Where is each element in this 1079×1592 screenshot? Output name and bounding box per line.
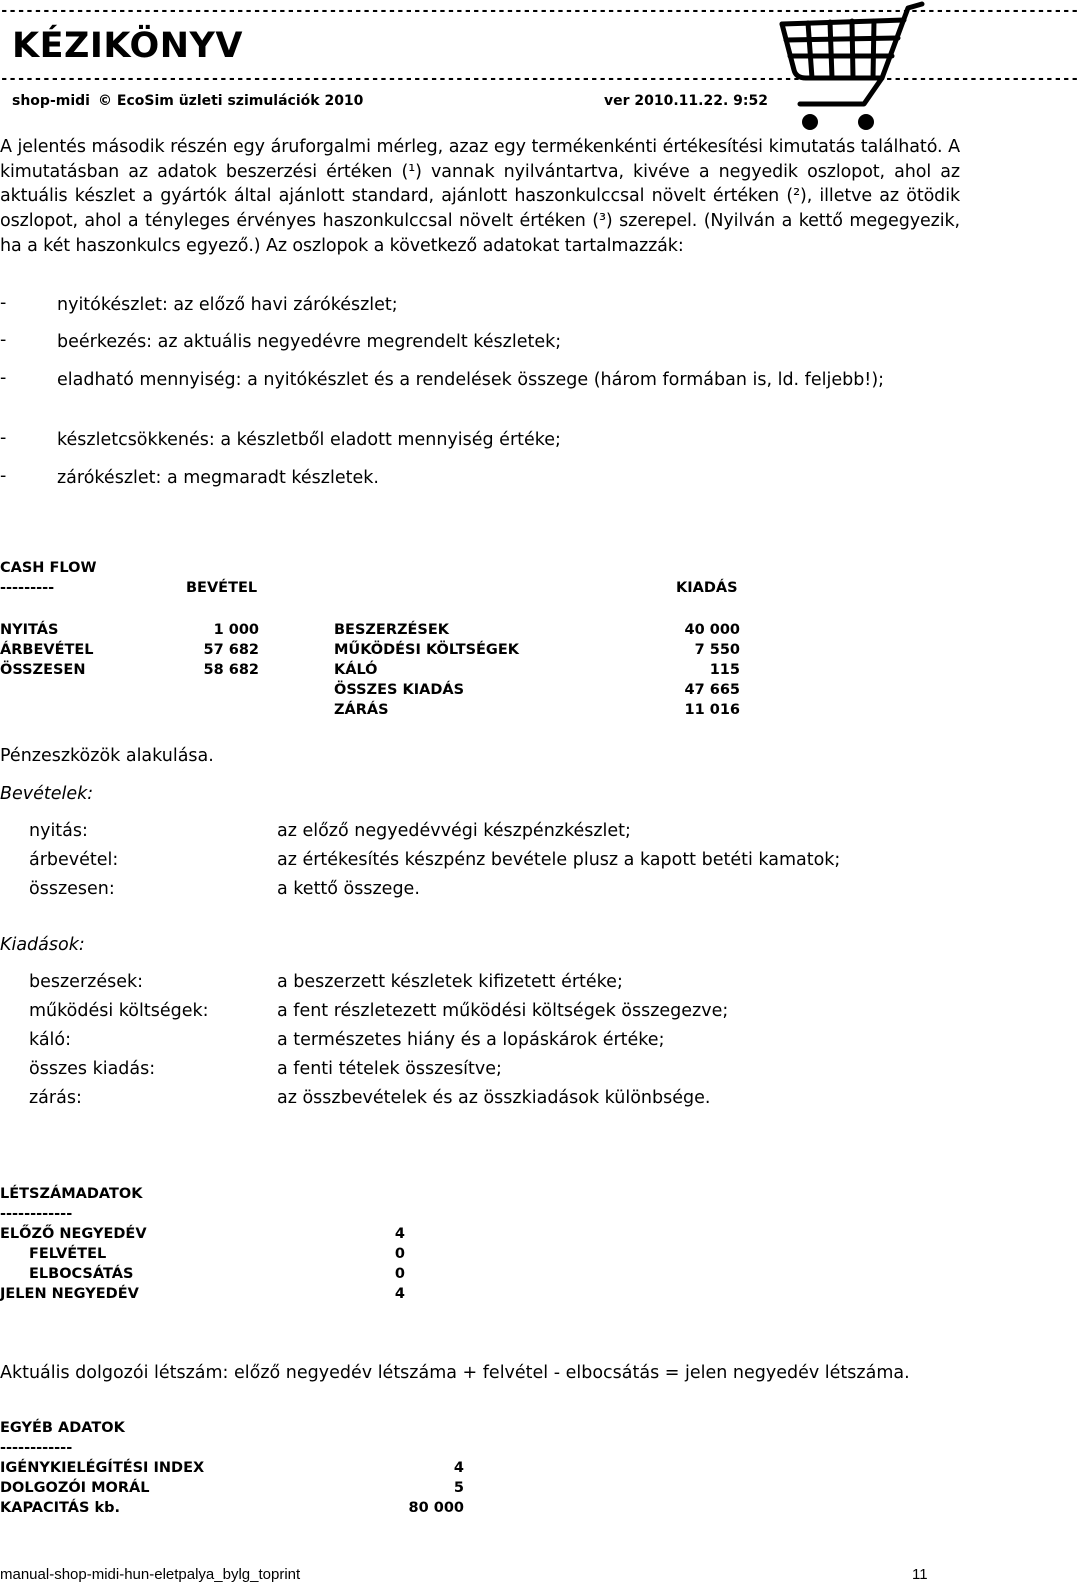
list-item-text: beérkezés: az aktuális negyedévre megrendelt készletek;	[57, 332, 562, 352]
headcount-value: 0	[394, 1266, 405, 1282]
expense-row-value: 7 550	[694, 642, 740, 658]
income-row-value: 58 682	[203, 662, 259, 678]
income-desc: az előző negyedévvégi készpénzkészlet;	[277, 821, 631, 841]
expense-desc: a fent részletezett működési költségek összegezve;	[277, 1001, 729, 1021]
expense-row-value: 47 665	[684, 682, 740, 698]
expense-desc: a természetes hiány és a lopáskárok értéke;	[277, 1030, 665, 1050]
list-item-text: készletcsökkenés: a készletből eladott mennyiség értéke;	[57, 430, 561, 450]
cashflow-title: CASH FLOW	[0, 560, 97, 576]
header-top-rule: --------------------------------------------------------------------------------------------------------------------------------	[0, 3, 1079, 19]
expense-row-label: KÁLÓ	[334, 662, 378, 678]
other-value: 5	[453, 1480, 464, 1496]
list-dash: -	[0, 428, 7, 448]
headcount-value: 0	[394, 1246, 405, 1262]
expense-row-value: 40 000	[684, 622, 740, 638]
income-row-label: ÁRBEVÉTEL	[0, 642, 94, 658]
list-item-text: nyitókészlet: az előző havi zárókészlet;	[57, 295, 398, 315]
copyright-text: © EcoSim üzleti szimulációk 2010	[98, 93, 364, 109]
cashflow-expense-header: KIADÁS	[676, 580, 738, 596]
headcount-label: JELEN NEGYEDÉV	[0, 1286, 139, 1302]
expense-row-label: MŰKÖDÉSI KÖLTSÉGEK	[334, 642, 519, 658]
page-title: KÉZIKÖNYV	[12, 26, 243, 66]
income-desc: az értékesítés készpénz bevétele plusz a kapott betéti kamatok;	[277, 850, 841, 870]
expense-row-label: BESZERZÉSEK	[334, 622, 449, 638]
expense-term: működési költségek:	[29, 1001, 209, 1021]
other-title: EGYÉB ADATOK	[0, 1420, 125, 1436]
list-dash: -	[0, 368, 7, 388]
headcount-label: ELŐZŐ NEGYEDÉV	[0, 1226, 147, 1242]
expense-desc: a beszerzett készletek kifizetett értéke;	[277, 972, 623, 992]
list-dash: -	[0, 330, 7, 350]
expense-row-value: 115	[709, 662, 740, 678]
headcount-note: Aktuális dolgozói létszám: előző negyedév létszáma + felvétel - elbocsátás = jelen negyedév létszáma.	[0, 1363, 910, 1383]
expense-row-value: 11 016	[684, 702, 740, 718]
income-term: árbevétel:	[29, 850, 119, 870]
intro-paragraph: A jelentés második részén egy áruforgalmi mérleg, azaz egy termékenkénti értékesítési kimutatás található. A kimutatásban az adatok beszerzési értéken (¹) vannak nyilvántartva, kivéve a negyedik oszlopot, ahol az aktuális készlet a gyártók által ajánlott standard, ajánlott haszonkulccsal növelt értéken (²), illetve az ötödik oszlopot, ahol a tényleges érvényes haszonkulccsal növelt értéken (³) szerepel. (Nyilván a kettő megegyezik, ha a két haszonkulcs egyező.) Az oszlopok a következő adatokat tartalmazzák:	[0, 137, 960, 256]
list-item-text: eladható mennyiség: a nyitókészlet és a rendelések összege (három formában is, ld. feljebb!);	[57, 370, 885, 390]
list-item-text: zárókészlet: a megmaradt készletek.	[57, 468, 379, 488]
expense-term: összes kiadás:	[29, 1059, 156, 1079]
other-dashes: ------------	[0, 1440, 73, 1456]
income-desc: a kettő összege.	[277, 879, 420, 899]
page-number: 11	[912, 1566, 928, 1583]
income-row-value: 1 000	[213, 622, 259, 638]
headcount-dashes: ------------	[0, 1206, 73, 1222]
headcount-title: LÉTSZÁMADATOK	[0, 1186, 143, 1202]
other-value: 4	[453, 1460, 464, 1476]
header-bottom-rule: --------------------------------------------------------------------------------------------------------------------------------	[0, 71, 1079, 87]
cashflow-dashes: ---------	[0, 580, 55, 596]
expense-desc: az összbevételek és az összkiadások különbsége.	[277, 1088, 711, 1108]
other-label: KAPACITÁS kb.	[0, 1500, 121, 1516]
income-row-value: 57 682	[203, 642, 259, 658]
other-label: IGÉNYKIELÉGÍTÉSI INDEX	[0, 1460, 205, 1476]
expense-term: zárás:	[29, 1088, 82, 1108]
expense-term: beszerzések:	[29, 972, 144, 992]
expense-desc: a fenti tételek összesítve;	[277, 1059, 502, 1079]
headcount-value: 4	[394, 1286, 405, 1302]
list-dash: -	[0, 293, 7, 313]
expense-row-label: ZÁRÁS	[334, 702, 389, 718]
product-name: shop-midi	[12, 93, 90, 109]
expense-heading: Kiadások:	[0, 935, 85, 955]
income-row-label: NYITÁS	[0, 622, 59, 638]
footer-filename: manual-shop-midi-hun-eletpalya_bylg_toprint	[0, 1566, 301, 1583]
other-label: DOLGOZÓI MORÁL	[0, 1480, 150, 1496]
headcount-label: FELVÉTEL	[29, 1246, 107, 1262]
expense-row-label: ÖSSZES KIADÁS	[334, 682, 465, 698]
list-dash: -	[0, 466, 7, 486]
income-term: nyitás:	[29, 821, 88, 841]
headcount-value: 4	[394, 1226, 405, 1242]
expense-term: káló:	[29, 1030, 72, 1050]
version-text: ver 2010.11.22. 9:52	[604, 93, 768, 109]
cashflow-income-header: BEVÉTEL	[186, 580, 258, 596]
cash-explain-intro: Pénzeszközök alakulása.	[0, 746, 214, 766]
shopping-cart-icon	[778, 0, 928, 135]
other-value: 80 000	[408, 1500, 464, 1516]
headcount-label: ELBOCSÁTÁS	[29, 1266, 134, 1282]
income-heading: Bevételek:	[0, 784, 94, 804]
income-row-label: ÖSSZESEN	[0, 662, 86, 678]
income-term: összesen:	[29, 879, 115, 899]
